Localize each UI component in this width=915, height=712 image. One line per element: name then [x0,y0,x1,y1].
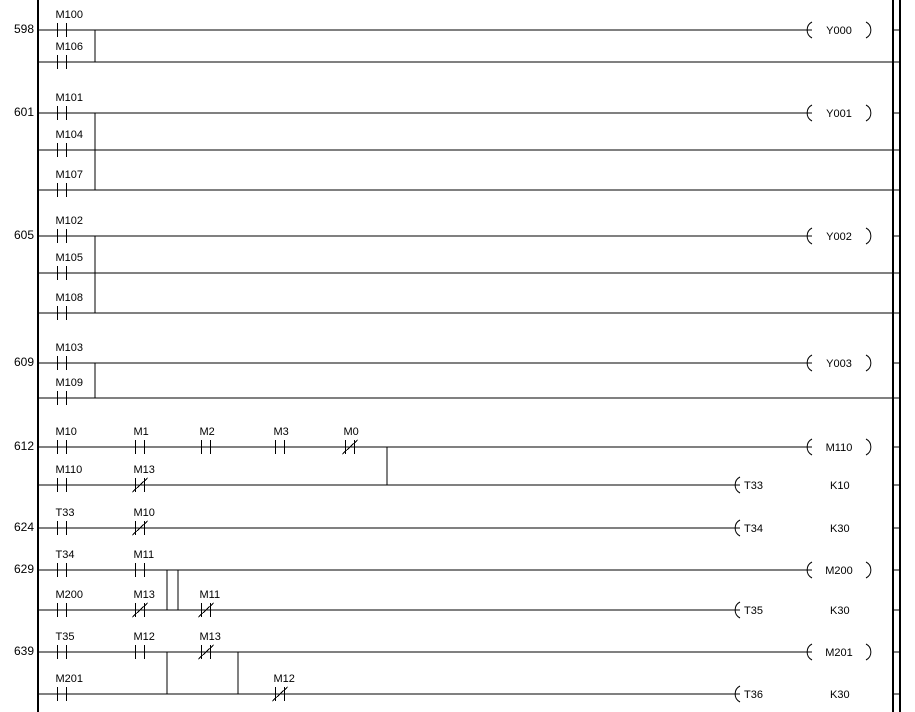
timer-const-T34: K30 [830,523,850,535]
contact-label-M0: M0 [343,426,359,438]
rung-number: 639 [13,644,34,658]
contact-label-M11: M11 [199,589,221,601]
contact-label-M12: M12 [273,673,295,685]
contact-label-M103: M103 [55,342,84,354]
contact-label-M107: M107 [55,169,84,181]
coil-right-arc [866,562,871,578]
coil-label-Y002: Y002 [826,231,852,243]
rung-number: 598 [13,22,34,36]
timer-const-T33: K10 [830,480,850,492]
coil-label-M110: M110 [825,442,853,454]
coil-label-M201: M201 [825,647,853,659]
coil-right-arc [866,439,871,455]
coil-right-arc [866,105,871,121]
contact-label-M13: M13 [199,631,221,643]
contact-label-M109: M109 [55,377,84,389]
rung-number: 629 [13,562,34,576]
contact-label-M10: M10 [55,426,77,438]
contact-label-M13: M13 [133,589,155,601]
contact-label-M110: M110 [55,464,83,476]
rung-number: 609 [13,355,34,369]
contact-label-M10: M10 [133,507,155,519]
coil-right-arc [866,228,871,244]
contact-label-M102: M102 [55,215,84,227]
rung-number: 601 [13,105,34,119]
contact-label-M3: M3 [273,426,289,438]
coil-right-arc [866,355,871,371]
timer-label-T36: T36 [744,689,763,701]
contact-label-T34: T34 [55,549,75,561]
contact-label-M1: M1 [133,426,149,438]
contact-label-M105: M105 [55,252,84,264]
rung-number: 605 [13,228,34,242]
coil-label-Y003: Y003 [826,358,852,370]
contact-label-M201: M201 [55,673,84,685]
timer-const-T36: K30 [830,689,850,701]
coil-right-arc [866,644,871,660]
timer-label-T33: T33 [744,480,763,492]
contact-label-M101: M101 [55,92,84,104]
contact-label-T35: T35 [55,631,75,643]
coil-label-M200: M200 [825,565,853,577]
rung-number: 612 [13,439,34,453]
contact-label-M108: M108 [55,292,84,304]
coil-label-Y001: Y001 [826,108,852,120]
contact-label-M200: M200 [55,589,84,601]
contact-label-M11: M11 [133,549,155,561]
timer-const-T35: K30 [830,605,850,617]
rung-number: 624 [13,520,34,534]
contact-label-M12: M12 [133,631,155,643]
coil-label-Y000: Y000 [826,25,852,37]
timer-label-T34: T34 [744,523,763,535]
contact-label-M100: M100 [55,9,84,21]
contact-label-M2: M2 [199,426,215,438]
contact-label-M13: M13 [133,464,155,476]
timer-label-T35: T35 [744,605,763,617]
contact-label-M104: M104 [55,129,84,141]
coil-right-arc [866,22,871,38]
contact-label-M106: M106 [55,41,84,53]
contact-label-T33: T33 [55,507,75,519]
